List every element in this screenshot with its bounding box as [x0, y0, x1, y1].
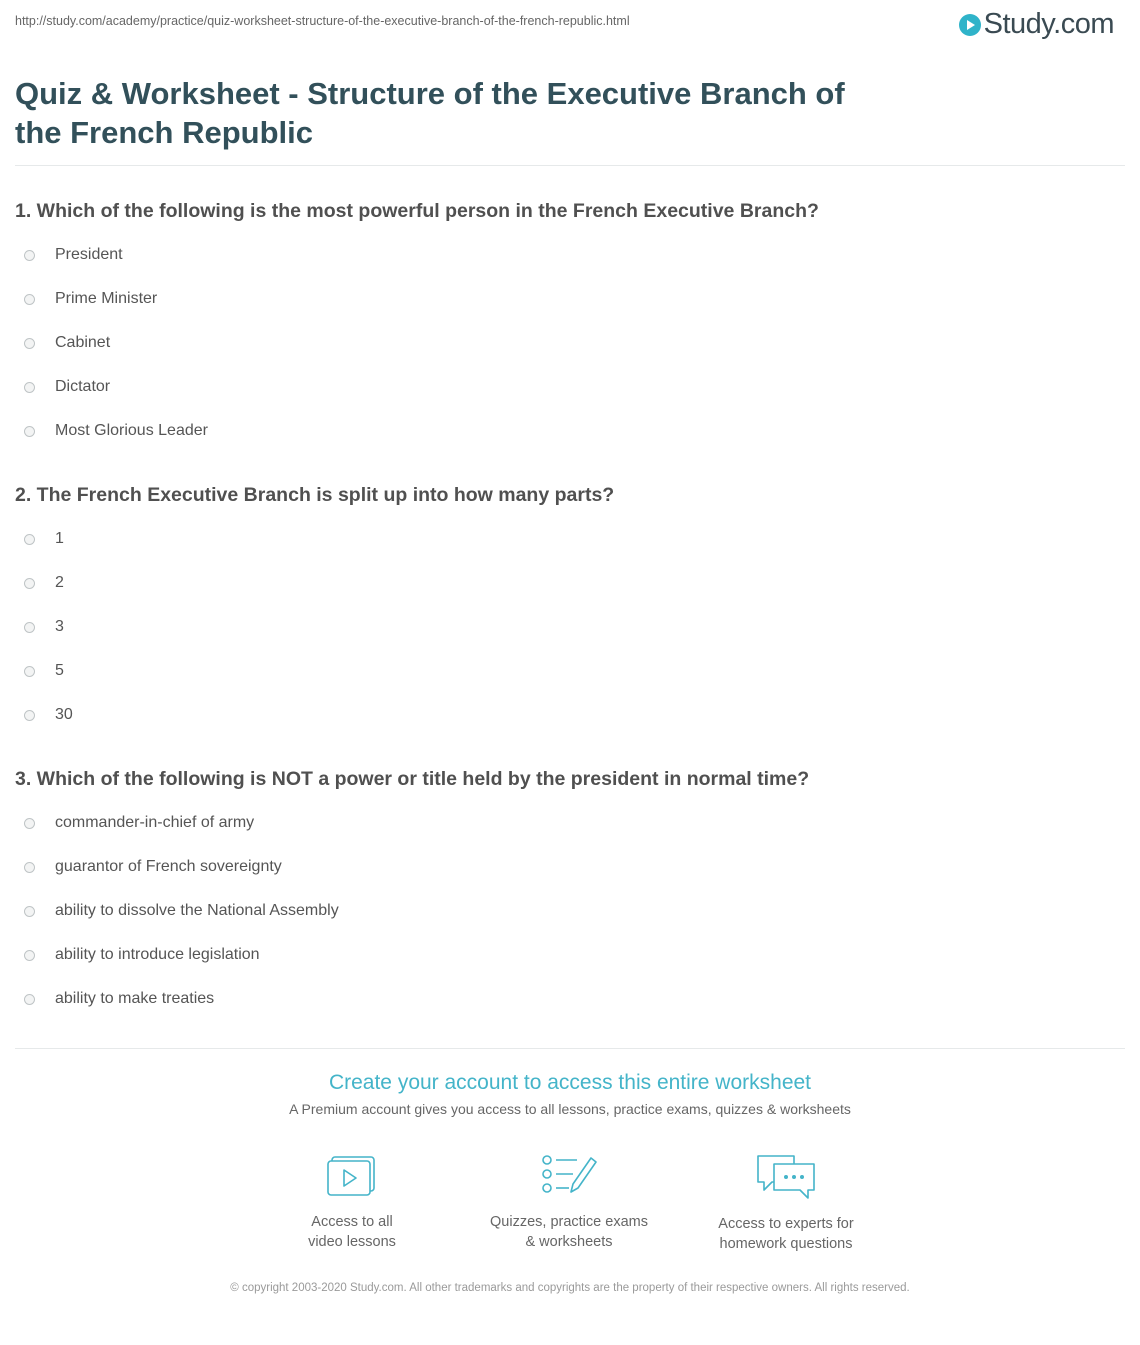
option-label: ability to dissolve the National Assembly: [55, 902, 339, 919]
study-logo[interactable]: [959, 8, 1114, 41]
radio-icon[interactable]: [24, 382, 35, 393]
answer-option[interactable]: [15, 933, 1125, 977]
radio-icon[interactable]: [24, 250, 35, 261]
play-icon: [959, 14, 981, 36]
radio-icon[interactable]: [24, 994, 35, 1005]
page-url: http://study.com/academy/practice/quiz-worksheet-structure-of-the-executive-branch-of-the-french-republic.html: [15, 14, 630, 28]
feature-video-lessons: [252, 1152, 452, 1252]
radio-icon[interactable]: [24, 818, 35, 829]
divider: [15, 165, 1125, 166]
answer-option[interactable]: [15, 977, 1125, 1021]
radio-icon[interactable]: [24, 426, 35, 437]
option-label: Cabinet: [55, 334, 111, 351]
option-label: 2: [55, 574, 64, 591]
question-1: [15, 198, 1125, 453]
question-text: 2. The French Executive Branch is split up into how many parts?: [15, 484, 615, 506]
chat-bubbles-icon: [754, 1152, 818, 1200]
radio-icon[interactable]: [24, 338, 35, 349]
answer-option[interactable]: [15, 649, 1125, 693]
feature-quizzes: [469, 1152, 669, 1252]
answer-option[interactable]: [15, 517, 1125, 561]
logo-text: Study.com: [983, 8, 1114, 40]
radio-icon[interactable]: [24, 862, 35, 873]
question-3: [15, 766, 1125, 1021]
answer-option[interactable]: [15, 801, 1125, 845]
option-label: 1: [55, 530, 64, 547]
option-label: commander-in-chief of army: [55, 814, 255, 831]
feature-experts: [686, 1152, 886, 1254]
option-label: Prime Minister: [55, 290, 158, 307]
question-2: [15, 482, 1125, 737]
option-label: 3: [55, 618, 64, 635]
create-account-link[interactable]: Create your account to access this entire worksheet: [328, 1071, 812, 1094]
answer-option[interactable]: [15, 409, 1125, 453]
answer-option[interactable]: [15, 693, 1125, 737]
option-label: Dictator: [55, 378, 111, 395]
answer-option[interactable]: [15, 233, 1125, 277]
copyright-footer: © copyright 2003-2020 Study.com. All other trademarks and copyrights are the property of their respective owners. All rights reserved.: [230, 1282, 910, 1294]
video-lesson-icon: [326, 1152, 378, 1198]
option-label: 30: [55, 706, 73, 723]
option-label: ability to introduce legislation: [55, 946, 260, 963]
feature-line: & worksheets: [525, 1234, 613, 1250]
feature-line: Access to all: [311, 1214, 393, 1230]
answer-option[interactable]: [15, 365, 1125, 409]
answer-option[interactable]: [15, 561, 1125, 605]
radio-icon[interactable]: [24, 534, 35, 545]
premium-description: A Premium account gives you access to all lessons, practice exams, quizzes & worksheets: [289, 1101, 851, 1117]
radio-icon[interactable]: [24, 906, 35, 917]
answer-option[interactable]: [15, 605, 1125, 649]
feature-line: Access to experts for: [718, 1216, 854, 1232]
option-label: guarantor of French sovereignty: [55, 858, 282, 875]
radio-icon[interactable]: [24, 294, 35, 305]
divider: [15, 1048, 1125, 1049]
radio-icon[interactable]: [24, 950, 35, 961]
answer-option[interactable]: [15, 845, 1125, 889]
option-label: 5: [55, 662, 64, 679]
radio-icon[interactable]: [24, 710, 35, 721]
question-text: 1. Which of the following is the most powerful person in the French Executive Branch?: [15, 200, 819, 222]
feature-line: homework questions: [719, 1236, 853, 1252]
feature-line: video lessons: [308, 1234, 396, 1250]
radio-icon[interactable]: [24, 578, 35, 589]
answer-option[interactable]: [15, 889, 1125, 933]
radio-icon[interactable]: [24, 666, 35, 677]
option-label: President: [55, 246, 123, 263]
option-label: Most Glorious Leader: [55, 422, 208, 439]
feature-line: Quizzes, practice exams: [490, 1214, 648, 1230]
answer-option[interactable]: [15, 277, 1125, 321]
quiz-checklist-icon: [541, 1152, 597, 1198]
option-label: ability to make treaties: [55, 990, 215, 1007]
page-title: Quiz & Worksheet - Structure of the Executive Branch of the French Republic: [15, 76, 845, 150]
question-text: 3. Which of the following is NOT a power or title held by the president in normal time?: [15, 768, 810, 790]
answer-option[interactable]: [15, 321, 1125, 365]
radio-icon[interactable]: [24, 622, 35, 633]
